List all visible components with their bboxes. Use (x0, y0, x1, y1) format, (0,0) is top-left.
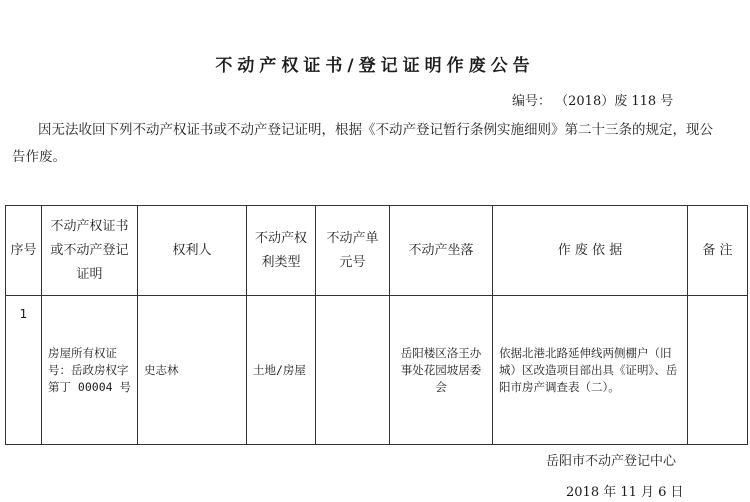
cell-unit-no (316, 296, 390, 445)
header-seq: 序号 (6, 206, 42, 296)
cell-right-type: 土地/房屋 (247, 296, 316, 445)
header-owner: 权利人 (138, 206, 247, 296)
header-basis: 作 废 依 据 (493, 206, 688, 296)
notice-paragraph: 因无法收回下列不动产权证书或不动产登记证明，根据《不动产登记暂行条例实施细则》第二十三条的规定，现公告作废。 (12, 122, 713, 165)
issuer: 岳阳市不动产登记中心 (546, 454, 677, 469)
header-unit-no: 不动产单元号 (316, 206, 390, 296)
void-certificate-table (5, 205, 748, 445)
cell-seq: 1 (6, 296, 42, 445)
table-row (6, 296, 748, 445)
document-number: 编号： （2018）废 118 号 (512, 94, 674, 109)
notice-title: 不动产权证书/登记证明作废公告 (215, 56, 535, 76)
cell-cert: 房屋所有权证号：岳政房权字第丁 00004 号 (42, 296, 138, 445)
cell-remark (688, 296, 748, 445)
cell-basis: 依据北港北路延伸线两侧棚户（旧城）区改造项目部出具《证明》、岳阳市房产调查表（二）。 (493, 296, 688, 445)
table-header-row (6, 206, 748, 296)
header-location: 不动产坐落 (390, 206, 493, 296)
header-right-type: 不动产权利类型 (247, 206, 316, 296)
cell-location: 岳阳楼区洛王办事处花园坡居委会 (390, 296, 493, 445)
header-cert: 不动产权证书或不动产登记证明 (42, 206, 138, 296)
header-remark: 备 注 (688, 206, 748, 296)
issue-date: 2018 年 11 月 6 日 (566, 485, 684, 500)
cell-owner: 史志林 (138, 296, 247, 445)
